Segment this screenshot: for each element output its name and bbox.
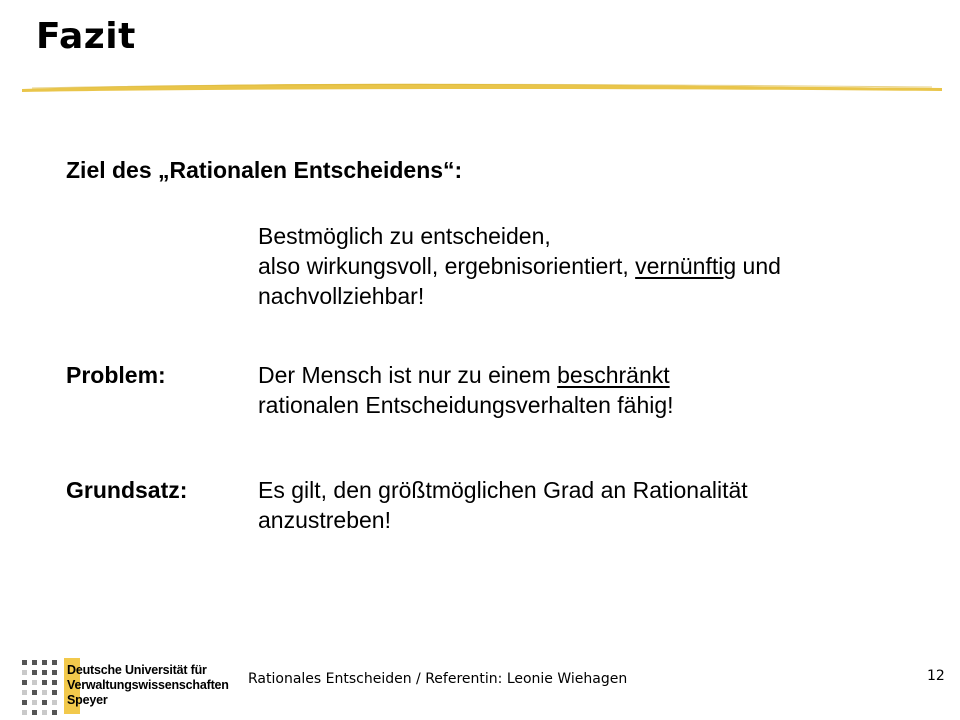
- principle-line-2: anzustreben!: [258, 507, 391, 533]
- problem-line-2: rationalen Entscheidungsverhalten fähig!: [258, 392, 674, 418]
- goal-description: [258, 221, 781, 311]
- university-name-line-2: Verwaltungswissenschaften: [67, 678, 229, 692]
- problem-label: Problem:: [66, 362, 166, 388]
- underlined-word-beschraenkt: beschränkt: [557, 362, 670, 388]
- underlined-word-vernuenftig: vernünftig: [635, 253, 737, 279]
- goal-line-3: nachvollziehbar!: [258, 283, 425, 309]
- footer-text: Rationales Entscheiden / Referentin: Leonie Wiehagen: [248, 671, 628, 687]
- principle-label: Grundsatz:: [66, 477, 188, 503]
- slide-title: Fazit: [36, 16, 136, 57]
- page-number: 12: [927, 668, 945, 684]
- principle-line-1: Es gilt, den größtmöglichen Grad an Rationalität: [258, 477, 748, 503]
- university-name-line-3: Speyer: [67, 693, 108, 707]
- goal-label: Ziel des „Rationalen Entscheidens“:: [66, 157, 463, 183]
- problem-line-1: Der Mensch ist nur zu einem beschränkt: [258, 362, 670, 388]
- goal-line-2: also wirkungsvoll, ergebnisorientiert, vernünftig und: [258, 253, 781, 279]
- university-name-line-1: Deutsche Universität für: [67, 663, 207, 677]
- goal-line-1: Bestmöglich zu entscheiden,: [258, 223, 551, 249]
- title-underline-rule: [22, 80, 942, 96]
- university-name: [67, 663, 229, 708]
- principle-description: [258, 475, 748, 535]
- problem-description: [258, 360, 674, 420]
